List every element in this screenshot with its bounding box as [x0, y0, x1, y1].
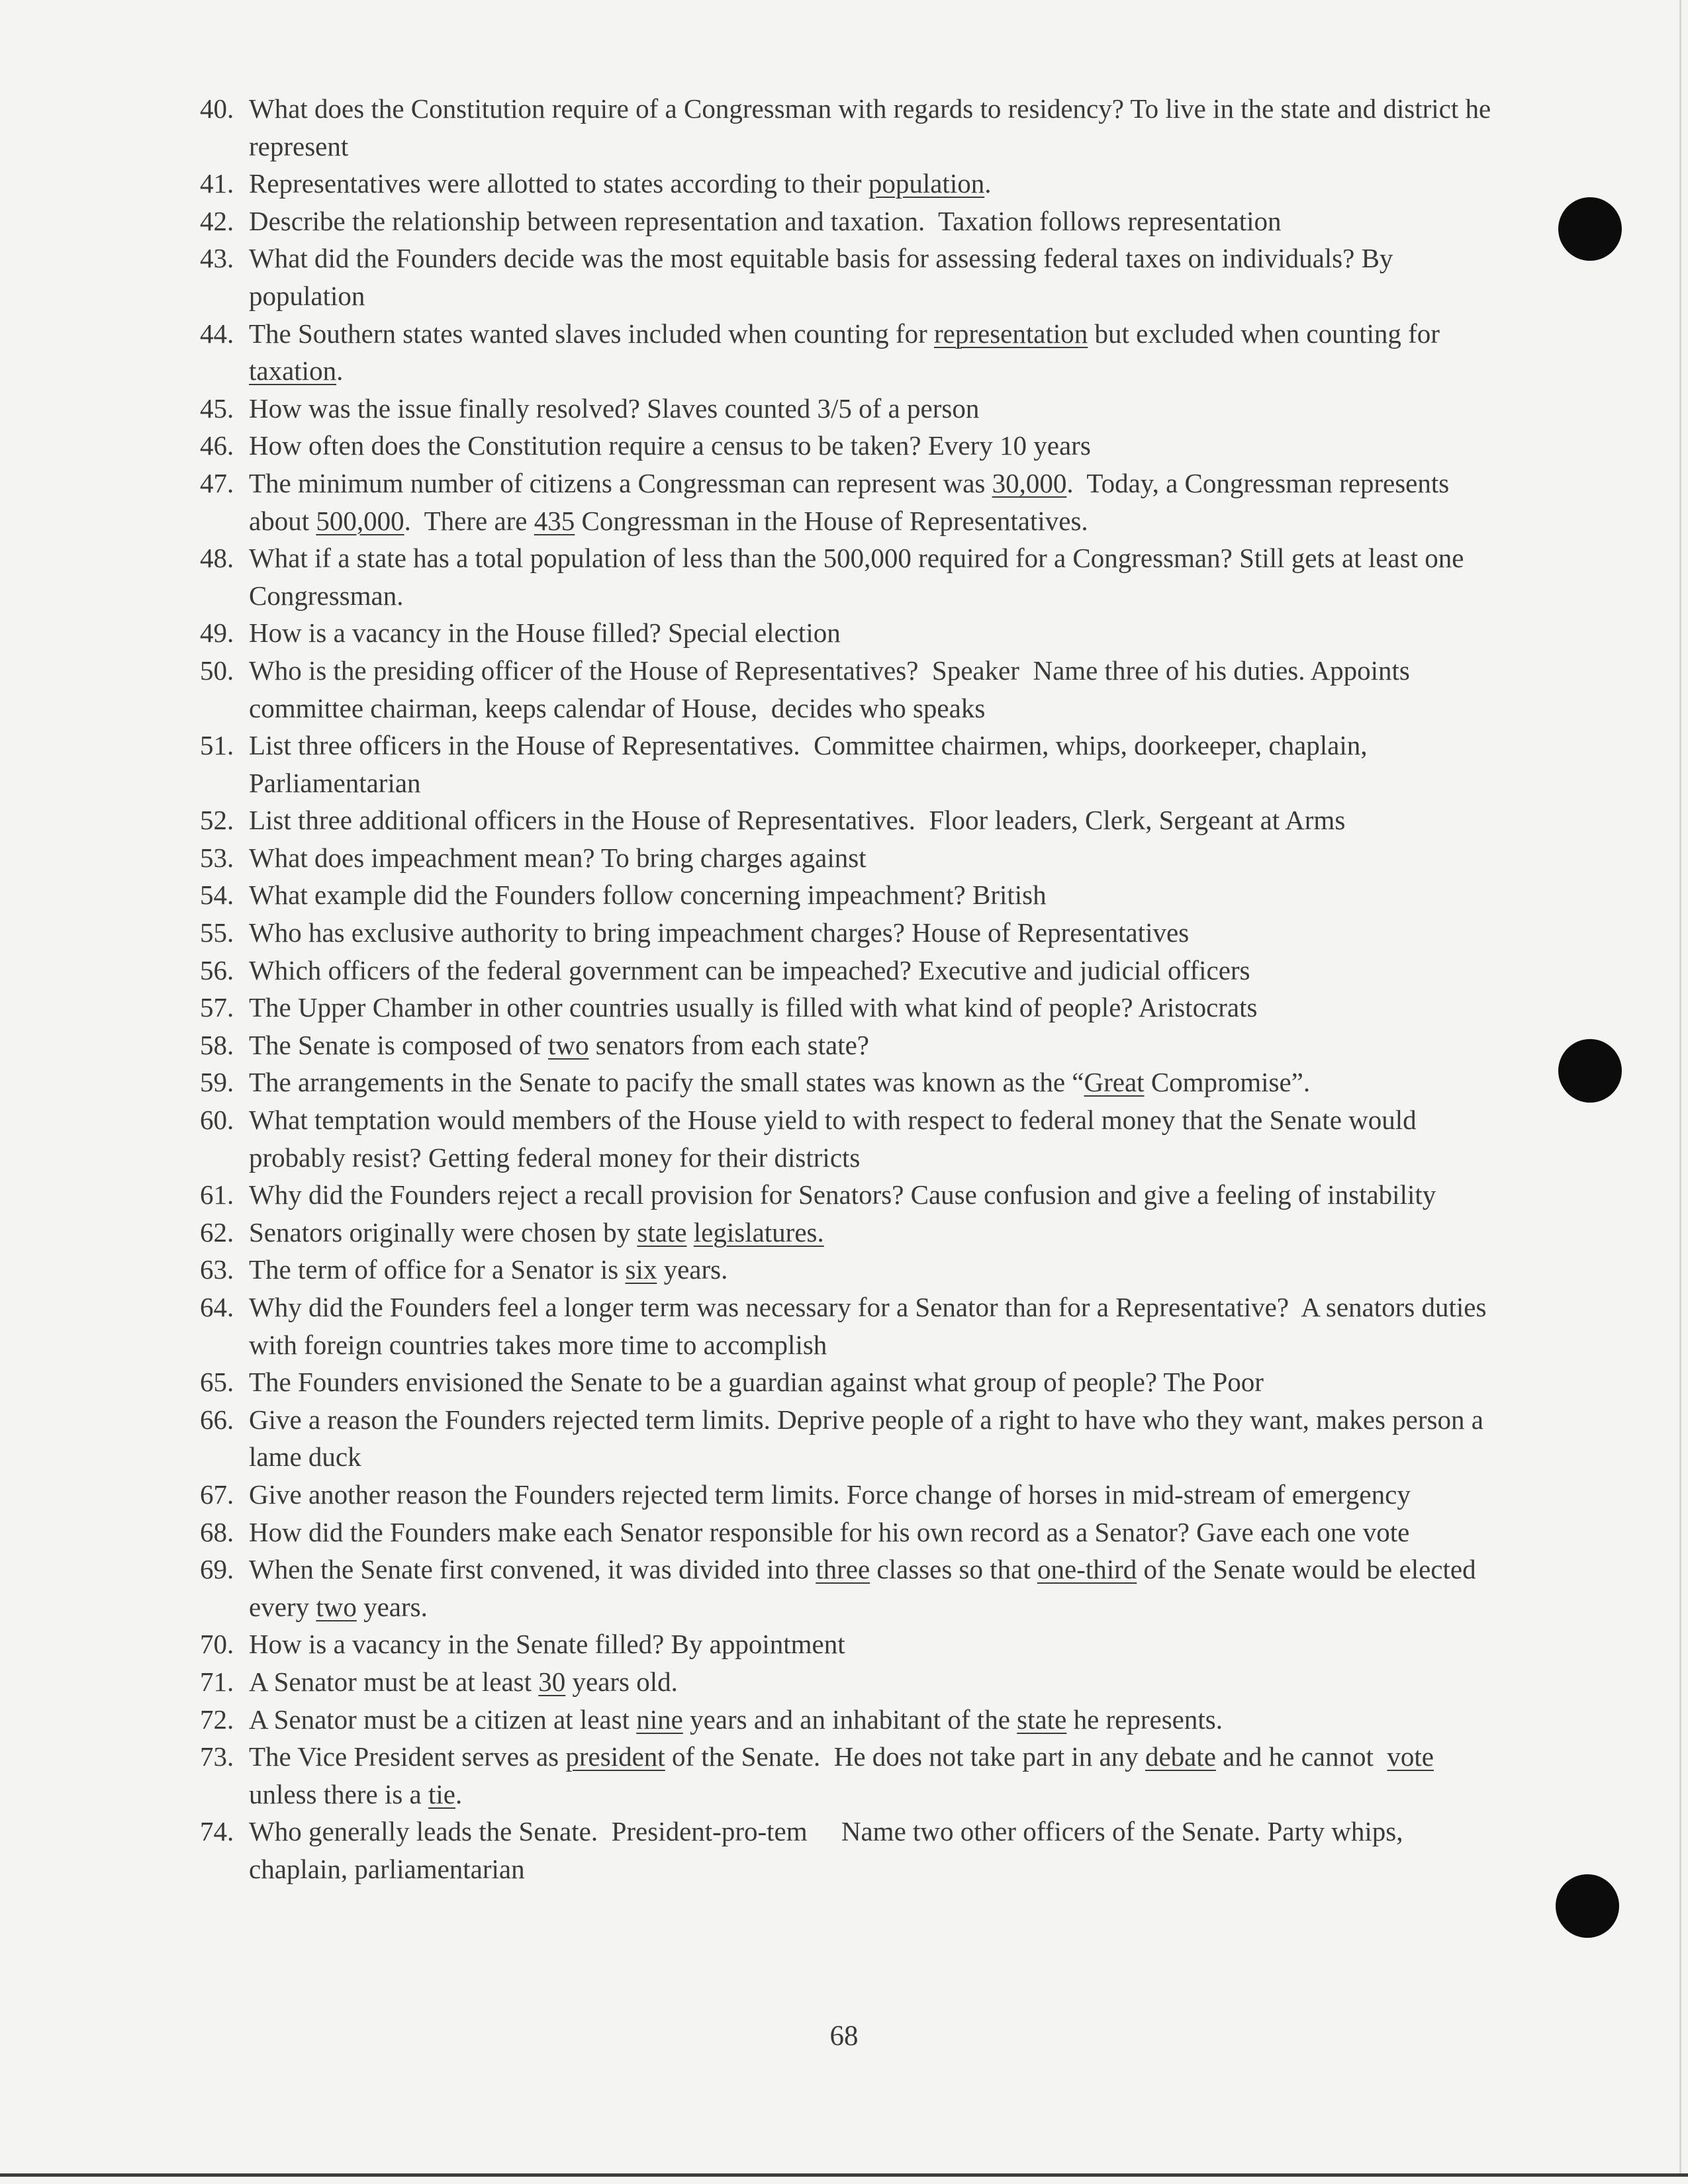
- question-item: [200, 1625, 1497, 1663]
- question-item: [200, 1738, 1497, 1813]
- question-number: 68.: [200, 1516, 234, 1547]
- question-item: [200, 1813, 1497, 1888]
- question-number: 57.: [200, 992, 234, 1023]
- question-text: How is a vacancy in the House filled? Special election: [249, 617, 841, 649]
- question-number: 60.: [200, 1105, 234, 1136]
- question-number: 73.: [200, 1741, 234, 1772]
- question-number: 67.: [200, 1479, 234, 1510]
- question-item: [200, 1476, 1497, 1514]
- question-text: A Senator must be a citizen at least nine years and an inhabitant of the state he represents.: [249, 1704, 1223, 1735]
- question-number: 48.: [200, 543, 234, 574]
- question-item: [200, 1551, 1497, 1625]
- question-text: How is a vacancy in the Senate filled? By appointment: [249, 1629, 845, 1660]
- hole-punch-mark: [1556, 1874, 1619, 1938]
- question-number: 55.: [200, 917, 234, 948]
- question-number: 62.: [200, 1216, 234, 1248]
- question-item: [200, 1214, 1497, 1251]
- question-number: 46.: [200, 430, 234, 461]
- question-item: [200, 1663, 1497, 1701]
- question-text: What temptation would members of the House yield to with respect to federal money that the Senate would probably resist? Getting federal money for their districts: [249, 1105, 1417, 1173]
- question-item: [200, 315, 1497, 390]
- question-number: 70.: [200, 1629, 234, 1660]
- hole-punch-mark: [1558, 1039, 1622, 1103]
- question-number: 47.: [200, 467, 234, 498]
- question-item: [200, 390, 1497, 428]
- question-text: Senators originally were chosen by state legislatures.: [249, 1216, 824, 1248]
- question-number: 41.: [200, 168, 234, 199]
- question-text: How was the issue finally resolved? Slaves counted 3/5 of a person: [249, 392, 980, 424]
- question-item: [200, 1289, 1497, 1363]
- question-text: The Vice President serves as president of the Senate. He does not take part in any debate and he cannot vote unless there is a tie.: [249, 1741, 1434, 1809]
- question-number: 54.: [200, 880, 234, 911]
- question-number: 69.: [200, 1554, 234, 1585]
- question-item: [200, 1363, 1497, 1401]
- question-number: 61.: [200, 1179, 234, 1210]
- question-item: [200, 1251, 1497, 1289]
- question-text: Who generally leads the Senate. President-pro-tem Name two other officers of the Senate. Party whips, chaplain, parliamentarian: [249, 1816, 1403, 1884]
- question-number: 65.: [200, 1367, 234, 1398]
- question-number: 59.: [200, 1067, 234, 1098]
- question-number: 43.: [200, 243, 234, 274]
- question-number: 72.: [200, 1704, 234, 1735]
- question-text: Who is the presiding officer of the House of Representatives? Speaker Name three of his duties. Appoints committee chairman, keeps calendar of House, decides who speaks: [249, 655, 1410, 723]
- question-item: [200, 876, 1497, 914]
- question-item: [200, 1701, 1497, 1739]
- question-item: [200, 989, 1497, 1026]
- question-text: Who has exclusive authority to bring impeachment charges? House of Representatives: [249, 917, 1190, 948]
- question-text: A Senator must be at least 30 years old.: [249, 1666, 678, 1697]
- question-number: 44.: [200, 318, 234, 349]
- question-text: The Senate is composed of two senators from each state?: [249, 1029, 870, 1060]
- question-number: 52.: [200, 805, 234, 836]
- question-text: How did the Founders make each Senator responsible for his own record as a Senator? Gave each one vote: [249, 1516, 1410, 1547]
- question-number: 56.: [200, 954, 234, 985]
- question-text: List three officers in the House of Representatives. Committee chairmen, whips, doorkeeper, chaplain, Parliamentarian: [249, 730, 1368, 798]
- page-number: 68: [829, 2021, 859, 2052]
- question-item: [200, 90, 1497, 165]
- question-text: The Southern states wanted slaves included when counting for representation but excluded when counting for taxation.: [249, 318, 1440, 387]
- question-number: 64.: [200, 1292, 234, 1322]
- question-text: The arrangements in the Senate to pacify the small states was known as the “Great Compromise”.: [249, 1067, 1311, 1098]
- question-text: What does impeachment mean? To bring charges against: [249, 842, 867, 873]
- question-item: [200, 1176, 1497, 1214]
- question-text: The Founders envisioned the Senate to be a guardian against what group of people? The Poor: [249, 1367, 1264, 1398]
- question-number: 51.: [200, 730, 234, 761]
- question-text: When the Senate first convened, it was divided into three classes so that one-third of the Senate would be elected every two years.: [249, 1554, 1476, 1622]
- question-item: [200, 539, 1497, 614]
- question-item: [200, 914, 1497, 952]
- question-item: [200, 1514, 1497, 1551]
- question-text: The Upper Chamber in other countries usually is filled with what kind of people? Aristocrats: [249, 992, 1258, 1023]
- question-text: Give a reason the Founders rejected term limits. Deprive people of a right to have who they want, makes person a lame duck: [249, 1404, 1483, 1473]
- question-text: What if a state has a total population of less than the 500,000 required for a Congressman? Still gets at least one Congressman.: [249, 543, 1464, 611]
- question-item: [200, 165, 1497, 203]
- question-item: [200, 839, 1497, 877]
- question-text: Representatives were allotted to states according to their population.: [249, 168, 992, 199]
- question-item: [200, 801, 1497, 839]
- question-number: 53.: [200, 842, 234, 873]
- question-item: [200, 614, 1497, 652]
- question-number: 71.: [200, 1666, 234, 1697]
- scan-edge-bottom: [0, 2173, 1688, 2177]
- question-number: 63.: [200, 1254, 234, 1285]
- question-item: [200, 952, 1497, 989]
- question-item: [200, 240, 1497, 314]
- question-text: What did the Founders decide was the most equitable basis for assessing federal taxes on individuals? By population: [249, 243, 1393, 311]
- question-number: 45.: [200, 392, 234, 424]
- question-text: Why did the Founders feel a longer term was necessary for a Senator than for a Representative? A senators duties with foreign countries takes more time to accomplish: [249, 1292, 1487, 1360]
- question-item: [200, 1064, 1497, 1101]
- question-item: [200, 1026, 1497, 1064]
- question-list: [200, 90, 1497, 1888]
- question-item: [200, 427, 1497, 465]
- question-item: [200, 1401, 1497, 1476]
- question-text: Why did the Founders reject a recall provision for Senators? Cause confusion and give a feeling of instability: [249, 1179, 1436, 1210]
- question-text: Describe the relationship between representation and taxation. Taxation follows representation: [249, 205, 1282, 236]
- question-text: How often does the Constitution require a census to be taken? Every 10 years: [249, 430, 1091, 461]
- question-text: The term of office for a Senator is six years.: [249, 1254, 728, 1285]
- question-number: 49.: [200, 617, 234, 649]
- hole-punch-mark: [1558, 197, 1622, 261]
- question-text: Give another reason the Founders rejected term limits. Force change of horses in mid-stream of emergency: [249, 1479, 1411, 1510]
- question-item: [200, 203, 1497, 240]
- question-text: The minimum number of citizens a Congressman can represent was 30,000. Today, a Congressman represents about 500,000. There are 435 Congressman in the House of Representatives.: [249, 467, 1450, 536]
- question-item: [200, 727, 1497, 801]
- question-number: 42.: [200, 205, 234, 236]
- question-text: Which officers of the federal government can be impeached? Executive and judicial officers: [249, 954, 1250, 985]
- question-text: What example did the Founders follow concerning impeachment? British: [249, 880, 1047, 911]
- question-text: What does the Constitution require of a Congressman with regards to residency? To live in the state and district he represent: [249, 93, 1491, 161]
- question-item: [200, 652, 1497, 727]
- question-number: 40.: [200, 93, 234, 124]
- question-item: [200, 1101, 1497, 1176]
- question-text: List three additional officers in the House of Representatives. Floor leaders, Clerk, Sergeant at Arms: [249, 805, 1346, 836]
- question-number: 66.: [200, 1404, 234, 1435]
- question-number: 58.: [200, 1029, 234, 1060]
- question-number: 50.: [200, 655, 234, 686]
- question-item: [200, 465, 1497, 539]
- question-number: 74.: [200, 1816, 234, 1847]
- scan-edge-right: [1679, 0, 1681, 2173]
